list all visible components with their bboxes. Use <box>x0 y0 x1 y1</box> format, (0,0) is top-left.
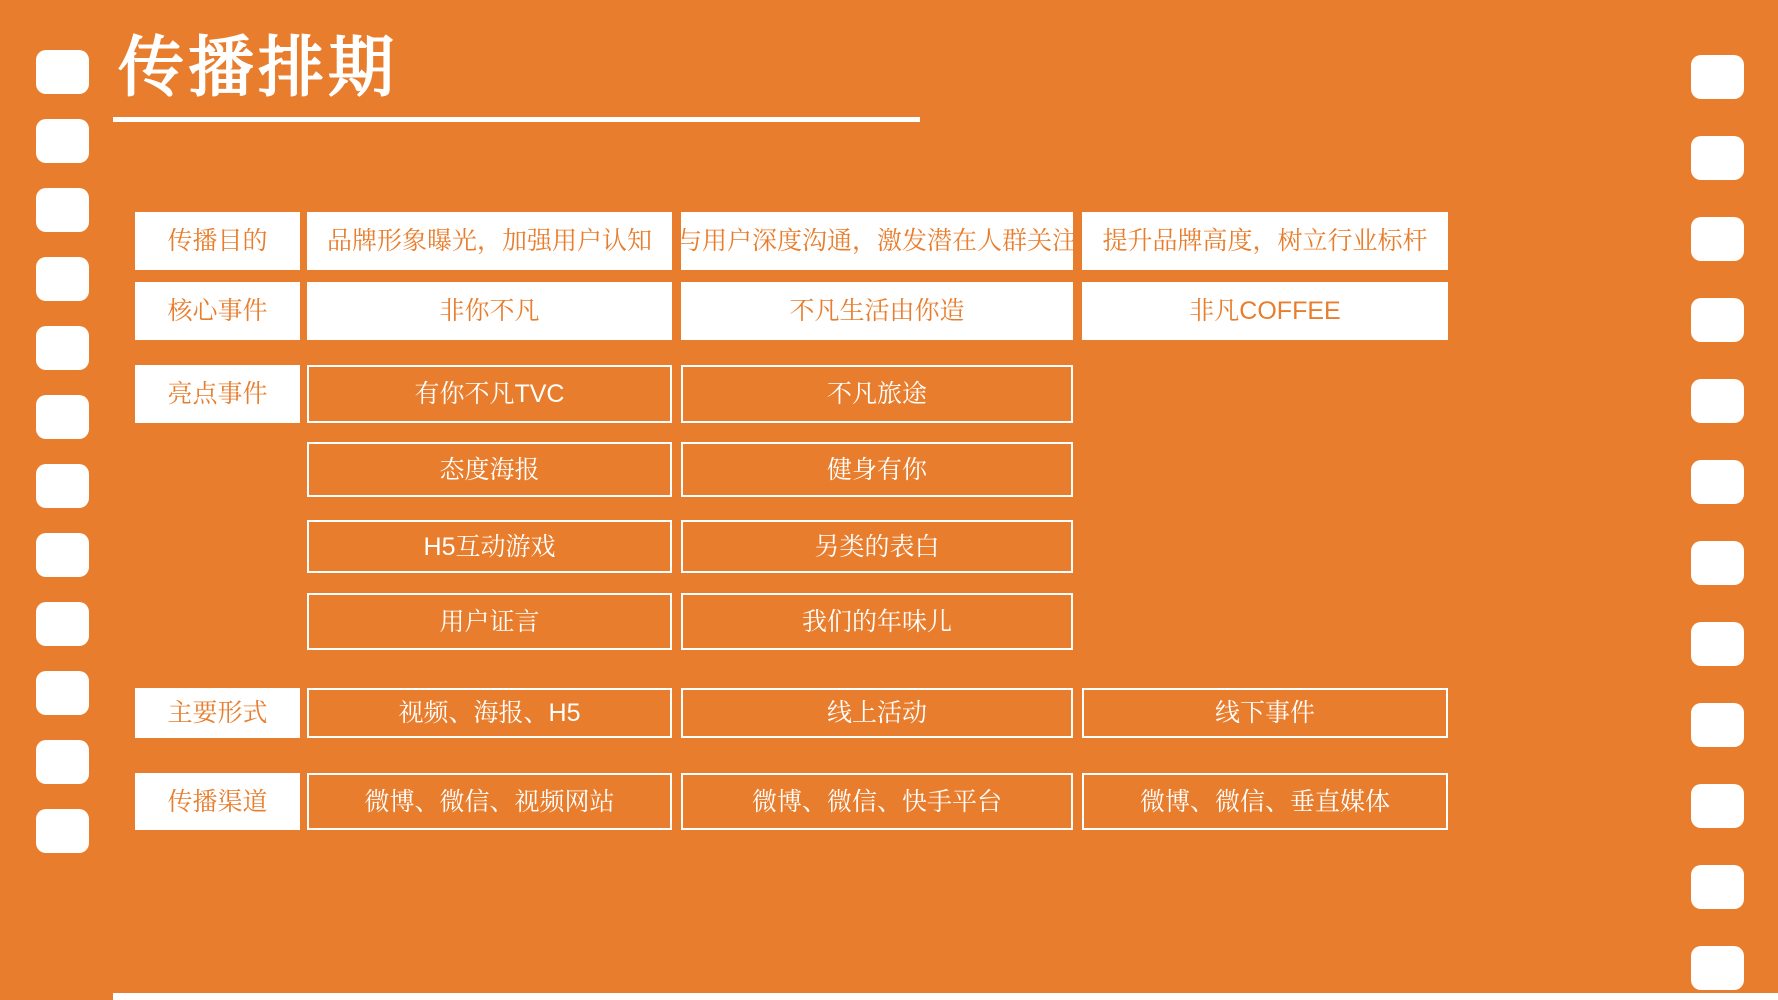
cell-highlight-events-2-0: H5互动游戏 <box>307 520 672 573</box>
cell-highlight-events-2-1: 另类的表白 <box>681 520 1073 573</box>
cell-purpose-2: 提升品牌高度，树立行业标杆 <box>1082 212 1448 270</box>
film-hole-icon <box>36 188 89 232</box>
film-hole-icon <box>36 326 89 370</box>
cell-purpose-0: 品牌形象曝光，加强用户认知 <box>307 212 672 270</box>
page-title: 传播排期 <box>118 30 398 104</box>
film-hole-icon <box>1691 460 1744 504</box>
film-hole-icon <box>36 464 89 508</box>
cell-core-event-2: 非凡COFFEE <box>1082 282 1448 340</box>
film-hole-icon <box>36 257 89 301</box>
film-hole-icon <box>1691 865 1744 909</box>
cell-purpose-1: 与用户深度沟通，激发潜在人群关注 <box>681 212 1073 270</box>
film-hole-icon <box>36 602 89 646</box>
cell-highlight-events-0-1: 不凡旅途 <box>681 365 1073 423</box>
film-hole-icon <box>1691 217 1744 261</box>
film-hole-icon <box>1691 622 1744 666</box>
film-hole-icon <box>1691 703 1744 747</box>
cell-highlight-events-3-0: 用户证言 <box>307 593 672 650</box>
cell-channels-0: 微博、微信、视频网站 <box>307 773 672 830</box>
film-hole-icon <box>36 533 89 577</box>
row-label-highlight-events: 亮点事件 <box>135 365 300 423</box>
row-label-main-formats: 主要形式 <box>135 688 300 738</box>
film-hole-icon <box>1691 541 1744 585</box>
title-underline <box>113 117 920 122</box>
film-hole-icon <box>36 50 89 94</box>
film-hole-icon <box>1691 136 1744 180</box>
cell-channels-2: 微博、微信、垂直媒体 <box>1082 773 1448 830</box>
film-hole-icon <box>1691 784 1744 828</box>
cell-channels-1: 微博、微信、快手平台 <box>681 773 1073 830</box>
film-hole-icon <box>36 671 89 715</box>
cell-core-event-1: 不凡生活由你造 <box>681 282 1073 340</box>
film-hole-icon <box>36 395 89 439</box>
row-label-channels: 传播渠道 <box>135 773 300 830</box>
row-label-purpose: 传播目的 <box>135 212 300 270</box>
cell-main-formats-0: 视频、海报、H5 <box>307 688 672 738</box>
film-hole-icon <box>1691 55 1744 99</box>
cell-core-event-0: 非你不凡 <box>307 282 672 340</box>
cell-highlight-events-0-0: 有你不凡TVC <box>307 365 672 423</box>
row-label-core-event: 核心事件 <box>135 282 300 340</box>
cell-highlight-events-1-0: 态度海报 <box>307 442 672 497</box>
film-hole-icon <box>1691 946 1744 990</box>
film-hole-icon <box>1691 298 1744 342</box>
cell-highlight-events-1-1: 健身有你 <box>681 442 1073 497</box>
film-hole-icon <box>36 740 89 784</box>
film-hole-icon <box>36 809 89 853</box>
film-hole-icon <box>36 119 89 163</box>
cell-main-formats-2: 线下事件 <box>1082 688 1448 738</box>
film-hole-icon <box>1691 379 1744 423</box>
bottom-bar <box>113 993 1778 1000</box>
cell-highlight-events-3-1: 我们的年味儿 <box>681 593 1073 650</box>
cell-main-formats-1: 线上活动 <box>681 688 1073 738</box>
